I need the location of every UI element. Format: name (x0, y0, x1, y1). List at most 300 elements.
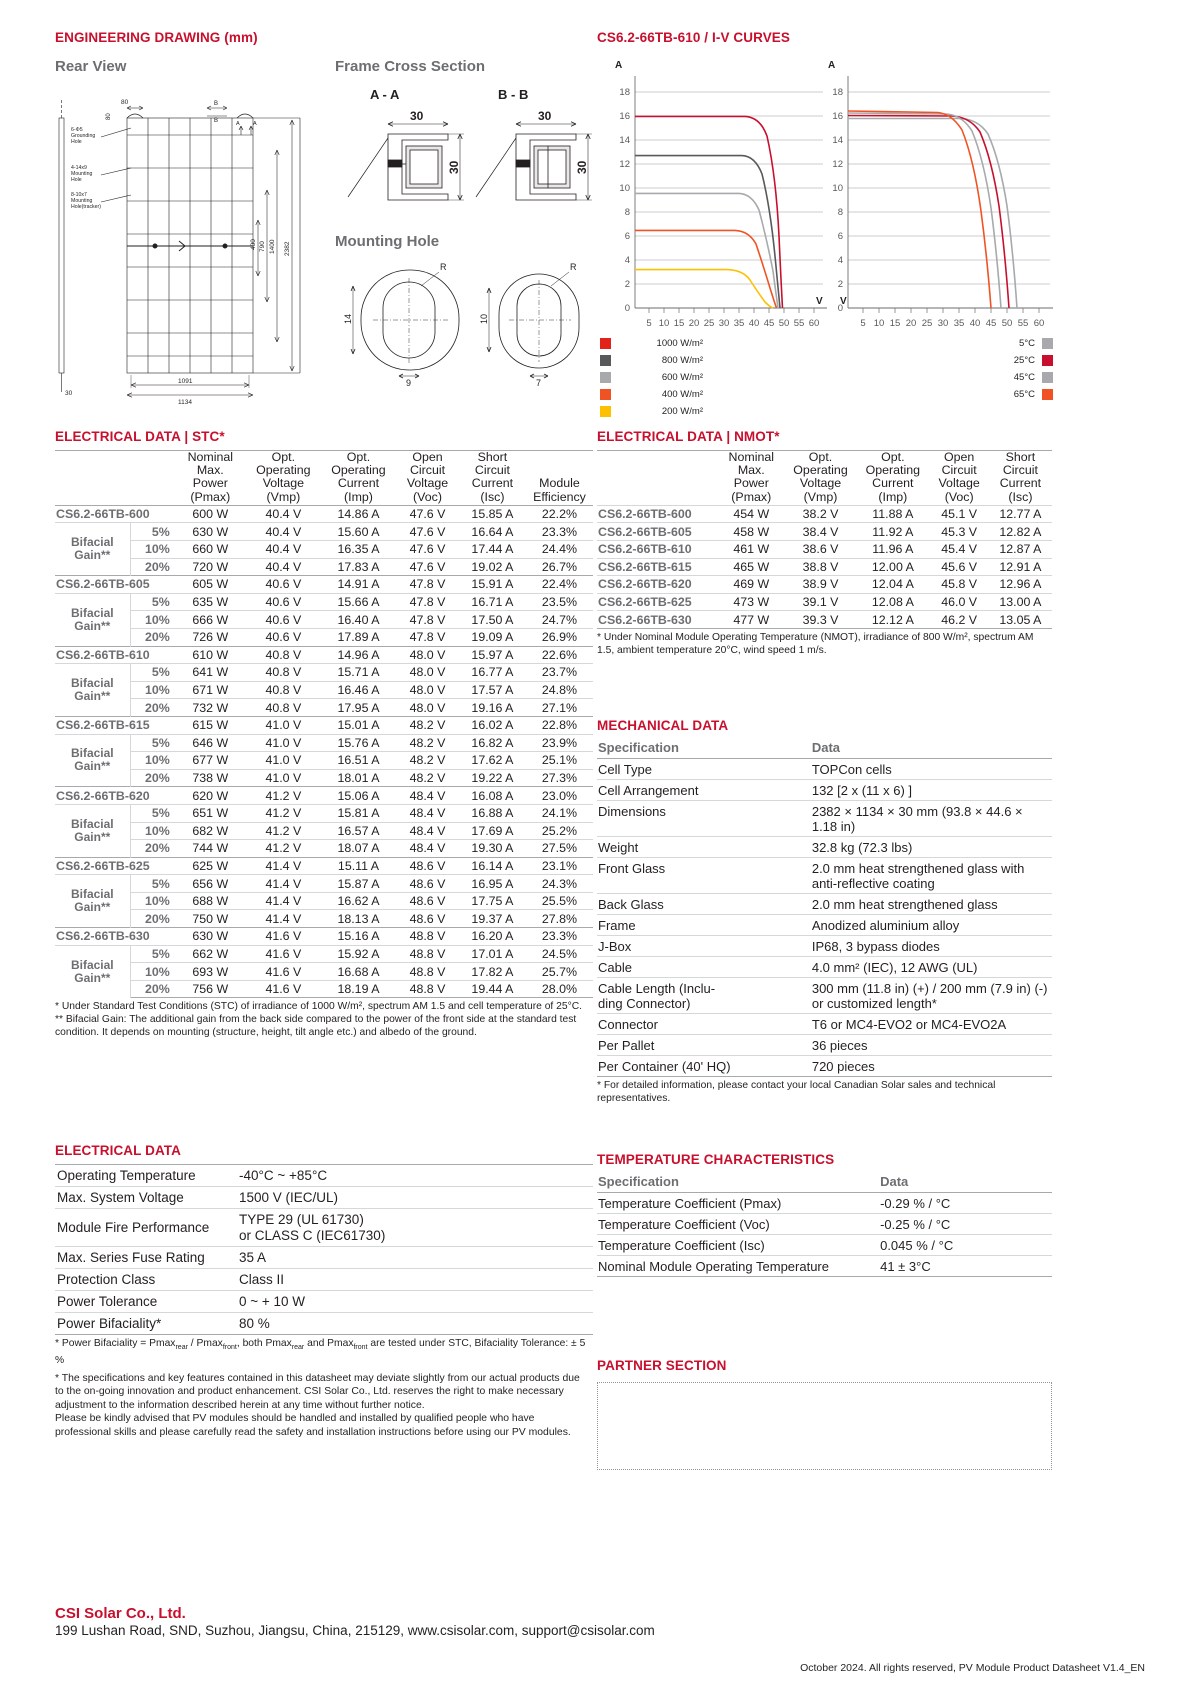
nmot-col-header: Open Circuit Voltage (Voc) (929, 451, 988, 506)
legend-label-400: 400 W/m² (661, 389, 703, 400)
stc-cell: 26.7% (526, 558, 593, 576)
svg-text:Hole: Hole (71, 139, 82, 145)
stc-cell: 48.0 V (396, 664, 459, 682)
table-row (55, 523, 593, 541)
copyright-text: October 2024. All rights reserved, PV Module Product Datasheet V1.4_EN (800, 1662, 1145, 1674)
electrical-spec-key: Power Bifaciality* (55, 1313, 237, 1335)
svg-text:45: 45 (985, 318, 997, 329)
table-row (597, 978, 1052, 1014)
engineering-drawing-title: ENGINEERING DRAWING (mm) (55, 30, 258, 45)
mechanical-title: MECHANICAL DATA (597, 718, 729, 733)
legend-swatch-200 (600, 406, 611, 417)
electrical-spec-value: -40°C ~ +85°C (237, 1165, 593, 1187)
svg-text:30: 30 (718, 318, 730, 329)
stc-cell: 16.02 A (459, 716, 526, 734)
stc-cell: 48.6 V (396, 892, 459, 910)
table-row (597, 611, 1052, 629)
stc-cell: 17.75 A (459, 892, 526, 910)
stc-cell: 682 W (175, 822, 246, 840)
stc-cell: 47.6 V (396, 523, 459, 541)
stc-cell: 635 W (175, 593, 246, 611)
stc-cell: 15.92 A (321, 945, 396, 963)
temperature-title: TEMPERATURE CHARACTERISTICS (597, 1152, 835, 1167)
bifacial-gain-percent: 5% (130, 945, 175, 963)
svg-text:55: 55 (793, 318, 805, 329)
iv-chart-temperature (810, 56, 1053, 336)
stc-cell: 18.01 A (321, 769, 396, 787)
dim-30-bb-width: 30 (538, 109, 552, 123)
stc-cell: 27.8% (526, 910, 593, 928)
temperature-table-head (597, 1173, 1052, 1193)
legend-swatch-5c (1042, 338, 1053, 349)
table-row (55, 787, 593, 805)
bifacial-gain-percent: 5% (130, 734, 175, 752)
electrical-data2-footnote (55, 1338, 593, 1367)
stc-cell: 47.6 V (396, 558, 459, 576)
stc-cell: 41.2 V (246, 787, 321, 805)
bifacial-gain-label: Bifacial Gain** (55, 945, 130, 998)
stc-cell: 48.2 V (396, 716, 459, 734)
nmot-cell: 11.88 A (856, 505, 929, 523)
stc-cell: 41.2 V (246, 804, 321, 822)
x-axis-letter-right: V (840, 296, 847, 307)
nmot-cell: 45.4 V (929, 541, 988, 559)
stc-cell: 48.4 V (396, 804, 459, 822)
nmot-cell: 12.87 A (989, 541, 1052, 559)
stc-cell: 726 W (175, 628, 246, 646)
stc-cell: 40.6 V (246, 628, 321, 646)
stc-cell: 16.14 A (459, 857, 526, 875)
svg-text:Hole(tracker): Hole(tracker) (71, 204, 101, 210)
svg-text:30: 30 (937, 318, 949, 329)
legend-item (927, 386, 1053, 403)
mechanical-spec-value: Anodized aluminium alloy (811, 915, 1052, 936)
y-axis-letter-right: A (828, 60, 836, 71)
mechanical-spec-key: Cell Type (597, 759, 811, 780)
temperature-spec-value: -0.29 % / °C (879, 1193, 1052, 1214)
footnote-part: , both Pmax (236, 1338, 292, 1349)
frame-cross-section-aa-drawing (340, 102, 475, 227)
nmot-model-name: CS6.2-66TB-605 (597, 523, 718, 541)
stc-cell: 25.1% (526, 752, 593, 770)
stc-cell: 40.4 V (246, 541, 321, 559)
stc-cell: 662 W (175, 945, 246, 963)
stc-cell: 17.89 A (321, 628, 396, 646)
mechanical-footnote: * For detailed information, please contact your local Canadian Solar sales and technical representatives. (597, 1080, 996, 1104)
bifacial-gain-percent: 10% (130, 611, 175, 629)
svg-text:25: 25 (921, 318, 933, 329)
nmot-cell: 39.3 V (785, 611, 856, 629)
stc-model-name: CS6.2-66TB-630 (55, 928, 175, 946)
legend-swatch-65c (1042, 389, 1053, 400)
stc-cell: 48.8 V (396, 980, 459, 998)
stc-col-header: Nominal Max. Power (Pmax) (175, 451, 246, 506)
stc-cell: 16.35 A (321, 541, 396, 559)
mechanical-spec-value: 132 [2 x (11 x 6) ] (811, 780, 1052, 801)
legend-label-800: 800 W/m² (661, 355, 703, 366)
stc-cell: 666 W (175, 611, 246, 629)
stc-cell: 15.71 A (321, 664, 396, 682)
temperature-section (597, 1152, 1052, 1277)
stc-cell: 15.66 A (321, 593, 396, 611)
stc-cell: 47.8 V (396, 628, 459, 646)
stc-cell: 28.0% (526, 980, 593, 998)
stc-cell: 18.13 A (321, 910, 396, 928)
temperature-spec-key: Temperature Coefficient (Isc) (597, 1235, 879, 1256)
legend-item (600, 352, 703, 369)
stc-table-head (55, 451, 593, 506)
table-row (597, 936, 1052, 957)
nmot-cell: 13.00 A (989, 593, 1052, 611)
table-row (55, 593, 593, 611)
temperature-spec-value: 41 ± 3°C (879, 1256, 1052, 1277)
dim-7: 7 (536, 378, 542, 387)
radius-label-2: R (570, 262, 577, 272)
bifacial-gain-percent: 20% (130, 910, 175, 928)
rear-view-label: Rear View (55, 58, 127, 75)
svg-text:55: 55 (1017, 318, 1029, 329)
company-name: CSI Solar Co., Ltd. (55, 1605, 186, 1622)
nmot-cell: 46.0 V (929, 593, 988, 611)
table-row (597, 1035, 1052, 1056)
electrical-spec-key: Protection Class (55, 1269, 237, 1291)
stc-cell: 688 W (175, 892, 246, 910)
nmot-model-name: CS6.2-66TB-610 (597, 541, 718, 559)
nmot-cell: 39.1 V (785, 593, 856, 611)
stc-cell: 48.0 V (396, 699, 459, 717)
bifacial-gain-label: Bifacial Gain** (55, 593, 130, 646)
nmot-table-head (597, 451, 1052, 506)
table-row (597, 1256, 1052, 1277)
partner-logo-box[interactable] (597, 1382, 1052, 1470)
stc-cell: 630 W (175, 928, 246, 946)
stc-cell: 17.57 A (459, 681, 526, 699)
electrical-spec-key: Module Fire Performance (55, 1209, 237, 1247)
table-row (55, 1269, 593, 1291)
svg-text:2: 2 (837, 279, 843, 290)
dim-30-side: 30 (65, 390, 73, 397)
table-row (597, 541, 1052, 559)
stc-cell: 47.8 V (396, 611, 459, 629)
table-row (597, 1214, 1052, 1235)
mechanical-spec-key: Per Container (40' HQ) (597, 1056, 811, 1077)
table-row (55, 980, 593, 998)
stc-cell: 671 W (175, 681, 246, 699)
mechanical-col-spec: Specification (597, 739, 811, 759)
mechanical-spec-key: Weight (597, 837, 811, 858)
svg-text:35: 35 (733, 318, 745, 329)
stc-cell: 15.91 A (459, 576, 526, 594)
stc-cell: 48.8 V (396, 945, 459, 963)
stc-cell: 19.30 A (459, 840, 526, 858)
stc-cell: 22.2% (526, 505, 593, 523)
legend-item (600, 403, 703, 420)
table-row (55, 1209, 593, 1247)
stc-cell: 610 W (175, 646, 246, 664)
nmot-table (597, 450, 1052, 629)
disclaimer-paragraph-2: Please be kindly advised that PV modules should be handled and installed by qualified people who have professional skills and please carefully read the safety and installation instructions before using our PV modules. (55, 1413, 571, 1438)
stc-cell: 40.8 V (246, 699, 321, 717)
stc-cell: 41.4 V (246, 875, 321, 893)
mechanical-col-data: Data (811, 739, 1052, 759)
dim-b-bottom: B (214, 118, 219, 124)
stc-col-header (55, 451, 175, 506)
y-axis-letter-left: A (615, 60, 623, 71)
table-row (55, 734, 593, 752)
partner-section (597, 1358, 1052, 1470)
stc-cell: 48.6 V (396, 875, 459, 893)
stc-cell: 41.2 V (246, 840, 321, 858)
stc-cell: 656 W (175, 875, 246, 893)
dim-30-aa-width: 30 (410, 109, 424, 123)
bifacial-gain-percent: 20% (130, 840, 175, 858)
stc-cell: 630 W (175, 523, 246, 541)
bifacial-gain-percent: 20% (130, 558, 175, 576)
svg-text:Mounting: Mounting (71, 198, 93, 204)
stc-cell: 40.6 V (246, 611, 321, 629)
nmot-cell: 38.9 V (785, 576, 856, 594)
electrical-data2-table (55, 1164, 593, 1335)
stc-cell: 48.4 V (396, 822, 459, 840)
stc-cell: 40.4 V (246, 505, 321, 523)
nmot-cell: 45.8 V (929, 576, 988, 594)
electrical-spec-value: TYPE 29 (UL 61730) or CLASS C (IEC61730) (237, 1209, 593, 1247)
stc-cell: 16.77 A (459, 664, 526, 682)
mechanical-section (597, 718, 1052, 1105)
stc-cell: 720 W (175, 558, 246, 576)
footnote-part: * Power Bifaciality = Pmax (55, 1338, 176, 1349)
stc-cell: 660 W (175, 541, 246, 559)
stc-cell: 25.2% (526, 822, 593, 840)
stc-cell: 17.62 A (459, 752, 526, 770)
dim-9: 9 (406, 378, 412, 387)
dim-2382: 2382 (284, 241, 291, 256)
stc-cell: 600 W (175, 505, 246, 523)
footnote-part: / Pmax (187, 1338, 223, 1349)
mechanical-spec-value: IP68, 3 bypass diodes (811, 936, 1052, 957)
nmot-cell: 38.8 V (785, 558, 856, 576)
frame-cross-section-label: Frame Cross Section (335, 58, 486, 75)
svg-text:0: 0 (624, 303, 630, 314)
grounding-hole-callout: 6-Φ5 (71, 127, 83, 133)
nmot-col-header: Short Circuit Current (Isc) (989, 451, 1052, 506)
svg-text:40: 40 (748, 318, 760, 329)
stc-cell: 16.20 A (459, 928, 526, 946)
legend-label-200: 200 W/m² (661, 406, 703, 417)
nmot-cell: 45.3 V (929, 523, 988, 541)
table-row (55, 945, 593, 963)
legend-swatch-800 (600, 355, 611, 366)
bifacial-gain-percent: 5% (130, 664, 175, 682)
legend-label-25c: 25°C (1013, 355, 1035, 366)
bifacial-gain-percent: 10% (130, 822, 175, 840)
stc-cell: 41.4 V (246, 857, 321, 875)
temperature-table (597, 1173, 1052, 1277)
stc-cell: 26.9% (526, 628, 593, 646)
stc-cell: 19.09 A (459, 628, 526, 646)
table-row (597, 1014, 1052, 1035)
svg-text:14: 14 (832, 135, 843, 146)
electrical-spec-key: Max. System Voltage (55, 1187, 237, 1209)
legend-item (927, 352, 1053, 369)
stc-cell: 23.9% (526, 734, 593, 752)
stc-cell: 41.0 V (246, 716, 321, 734)
table-row (55, 611, 593, 629)
nmot-model-name: CS6.2-66TB-620 (597, 576, 718, 594)
disclaimer-block (55, 1372, 590, 1439)
temperature-header-row (597, 1173, 1052, 1193)
stc-cell: 22.4% (526, 576, 593, 594)
mechanical-spec-value: 4.0 mm² (IEC), 12 AWG (UL) (811, 957, 1052, 978)
table-row (55, 822, 593, 840)
stc-cell: 47.8 V (396, 593, 459, 611)
dim-30-aa-height: 30 (447, 160, 461, 174)
bifacial-gain-label: Bifacial Gain** (55, 664, 130, 717)
dim-14: 14 (343, 313, 353, 324)
dim-1134: 1134 (178, 399, 192, 405)
table-row (55, 857, 593, 875)
stc-cell: 48.0 V (396, 646, 459, 664)
mechanical-spec-key: Front Glass (597, 858, 811, 894)
svg-text:Hole: Hole (71, 177, 82, 183)
stc-cell: 615 W (175, 716, 246, 734)
stc-cell: 15.01 A (321, 716, 396, 734)
stc-cell: 41.0 V (246, 734, 321, 752)
footnote-sub: rear (175, 1344, 188, 1352)
table-row (55, 840, 593, 858)
table-row (55, 664, 593, 682)
bifacial-gain-percent: 5% (130, 593, 175, 611)
stc-cell: 40.4 V (246, 523, 321, 541)
dim-1400: 1400 (269, 239, 276, 254)
table-row (55, 804, 593, 822)
nmot-cell: 12.12 A (856, 611, 929, 629)
mechanical-spec-key: Cell Arrangement (597, 780, 811, 801)
nmot-col-header: Opt. Operating Current (Imp) (856, 451, 929, 506)
footnote-sub: rear (291, 1344, 305, 1352)
dim-1091: 1091 (178, 378, 193, 385)
legend-label-5c: 5°C (1019, 338, 1035, 349)
mechanical-spec-key: Cable (597, 957, 811, 978)
svg-text:Mounting: Mounting (71, 171, 93, 177)
nmot-cell: 454 W (718, 505, 785, 523)
stc-cell: 48.2 V (396, 769, 459, 787)
mounting-hole-detail-2 (475, 252, 605, 387)
legend-item (600, 386, 703, 403)
table-row (55, 1187, 593, 1209)
legend-item (927, 369, 1053, 386)
table-row (55, 558, 593, 576)
electrical-spec-key: Max. Series Fuse Rating (55, 1247, 237, 1269)
stc-cell: 16.88 A (459, 804, 526, 822)
temperature-col-spec: Specification (597, 1173, 879, 1193)
svg-text:16: 16 (832, 111, 843, 122)
stc-cell: 24.1% (526, 804, 593, 822)
stc-cell: 15.85 A (459, 505, 526, 523)
legend-swatch-400 (600, 389, 611, 400)
legend-item (600, 369, 703, 386)
svg-text:18: 18 (832, 87, 843, 98)
stc-cell: 15.87 A (321, 875, 396, 893)
table-row (55, 505, 593, 523)
nmot-cell: 11.92 A (856, 523, 929, 541)
footnote-part: are tested under STC, Bifaciality Tolerance: ± 5 % (55, 1338, 586, 1366)
stc-cell: 24.5% (526, 945, 593, 963)
table-row (55, 752, 593, 770)
bifacial-gain-label: Bifacial Gain** (55, 734, 130, 787)
nmot-title: ELECTRICAL DATA | NMOT* (597, 429, 780, 444)
electrical-data2-section (55, 1143, 593, 1367)
svg-text:10: 10 (873, 318, 885, 329)
stc-cell: 17.83 A (321, 558, 396, 576)
electrical-spec-value: 35 A (237, 1247, 593, 1269)
nmot-cell: 477 W (718, 611, 785, 629)
bifacial-gain-percent: 5% (130, 523, 175, 541)
stc-cell: 22.6% (526, 646, 593, 664)
stc-cell: 40.6 V (246, 593, 321, 611)
stc-cell: 25.7% (526, 963, 593, 981)
stc-cell: 40.6 V (246, 576, 321, 594)
stc-cell: 14.96 A (321, 646, 396, 664)
stc-cell: 15.81 A (321, 804, 396, 822)
mounting-hole-callout-2: 8-10x7 (71, 192, 87, 198)
temperature-table-body (597, 1193, 1052, 1277)
stc-cell: 15.76 A (321, 734, 396, 752)
stc-cell: 41.2 V (246, 822, 321, 840)
mechanical-table (597, 739, 1052, 1077)
stc-cell: 16.64 A (459, 523, 526, 541)
bifacial-gain-label: Bifacial Gain** (55, 804, 130, 857)
nmot-cell: 38.4 V (785, 523, 856, 541)
stc-cell: 23.3% (526, 928, 593, 946)
nmot-col-header: Nominal Max. Power (Pmax) (718, 451, 785, 506)
stc-footnote-2: ** Bifacial Gain: The additional gain from the back side compared to the power of the front side at the standard test condition. It depends on mounting (structure, height, tilt angle etc.) and albedo of the ground. (55, 1014, 577, 1038)
mechanical-spec-value: 2.0 mm heat strengthened glass with anti-reflective coating (811, 858, 1052, 894)
stc-cell: 24.3% (526, 875, 593, 893)
table-row (597, 523, 1052, 541)
mechanical-spec-key: Connector (597, 1014, 811, 1035)
stc-cell: 19.22 A (459, 769, 526, 787)
table-row (55, 875, 593, 893)
stc-cell: 40.4 V (246, 558, 321, 576)
stc-cell: 40.8 V (246, 681, 321, 699)
dim-80-b: 80 (106, 113, 112, 120)
stc-cell: 47.8 V (396, 576, 459, 594)
stc-col-header: Open Circuit Voltage (Voc) (396, 451, 459, 506)
table-row (597, 957, 1052, 978)
stc-cell: 48.2 V (396, 734, 459, 752)
temperature-spec-value: -0.25 % / °C (879, 1214, 1052, 1235)
iv-legend-temperature (927, 335, 1053, 403)
table-row (597, 894, 1052, 915)
section-bb-label: B - B (498, 87, 529, 102)
legend-swatch-600 (600, 372, 611, 383)
nmot-cell: 458 W (718, 523, 785, 541)
stc-cell: 23.1% (526, 857, 593, 875)
svg-text:35: 35 (953, 318, 965, 329)
svg-text:15: 15 (673, 318, 685, 329)
stc-cell: 40.8 V (246, 646, 321, 664)
stc-cell: 41.6 V (246, 980, 321, 998)
legend-label-1000: 1000 W/m² (656, 338, 703, 349)
stc-model-name: CS6.2-66TB-615 (55, 716, 175, 734)
dim-10: 10 (479, 313, 489, 324)
legend-label-600: 600 W/m² (661, 372, 703, 383)
table-row (597, 576, 1052, 594)
svg-text:6: 6 (837, 231, 843, 242)
stc-cell: 27.1% (526, 699, 593, 717)
stc-cell: 625 W (175, 857, 246, 875)
